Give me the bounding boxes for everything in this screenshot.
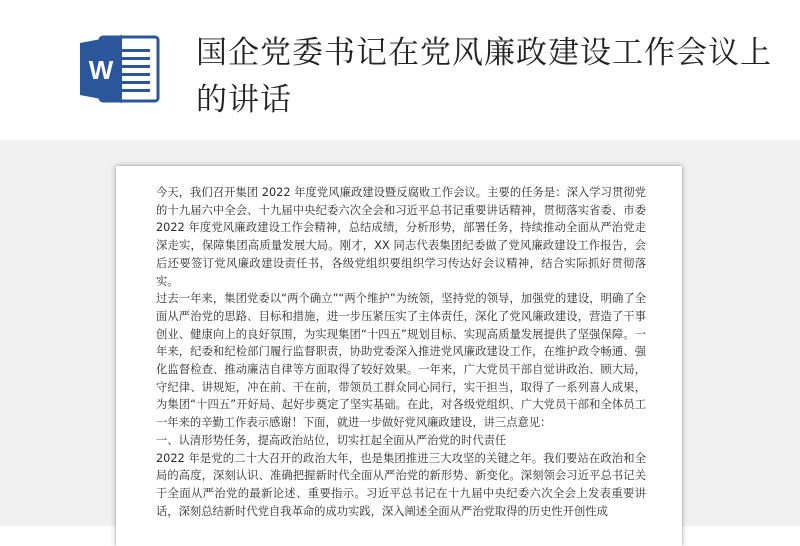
section-heading-1: 一、认清形势任务，提高政治站位，切实扛起全面从严治党的时代责任 xyxy=(156,433,507,447)
svg-text:W: W xyxy=(88,55,114,85)
document-body xyxy=(156,184,646,520)
paragraph-intro: 今天，我们召开集团 2022 年度党风廉政建设暨反腐败工作会议。主要的任务是：深入学习贯彻党的十九届六中全会、十九届中央纪委六次全会和习近平总书记重要讲话精神，贯彻落实省委、市委 2022 年度党风廉政建设工作会精神，总结成绩，分析形势，部署任务，持续推动全面从严治党走深走实，保障集团高质量发展大局。刚才，XX 同志代表集团纪委做了党风廉政建设工作报告，会后还要签订党风廉政建设责任书，各级党组织要组织学习传达好会议精神，结合实际抓好贯彻落实。 xyxy=(156,186,646,288)
document-header xyxy=(0,0,800,140)
page-title: 国企党委书记在党风廉政建设工作会议上的讲话 xyxy=(196,35,772,118)
paragraph-situation: 2022 年是党的二十大召开的政治大年，也是集团推进三大攻坚的关键之年。我们要站在政治和全局的高度，深刻认识、准确把握新时代全面从严治党的新形势、新变化。深刻领会习近平总书记关于全面从严治党的最新论述、重要指示。习近平总书记在十九届中央纪委六次全会上发表重要讲话，深刻总结新时代党自我革命的成功实践，深入阐述全面从严治党取得的历史性开创性成 xyxy=(156,451,646,518)
document-page xyxy=(116,166,682,546)
paragraph-review: 过去一年来，集团党委以“两个确立”“两个维护”为统领，坚持党的领导，加强党的建设，明确了全面从严治党的思路、目标和措施，进一步压紧压实了主体责任，深化了党风廉政建设，营造了干事创业、健康向上的良好氛围，为实现集团“十四五”规划目标、实现高质量发展提供了坚强保障。一年来，纪委和纪检部门履行监督职责，协助党委深入推进党风廉政建设工作，在维护政令畅通、强化监督检查、推动廉洁自律等方面取得了较好效果。一年来，广大党员干部自觉讲政治、顾大局，守纪律、讲规矩，冲在前、干在前，带领员工群众同心同行，实干担当，取得了一系列喜人成果，为集团“十四五”开好局、起好步奠定了坚实基础。在此，对各级党组织、广大党员干部和全体员工一年来的辛勤工作表示感谢！下面，就进一步做好党风廉政建设，讲三点意见： xyxy=(156,292,646,430)
word-document-icon xyxy=(78,33,162,105)
